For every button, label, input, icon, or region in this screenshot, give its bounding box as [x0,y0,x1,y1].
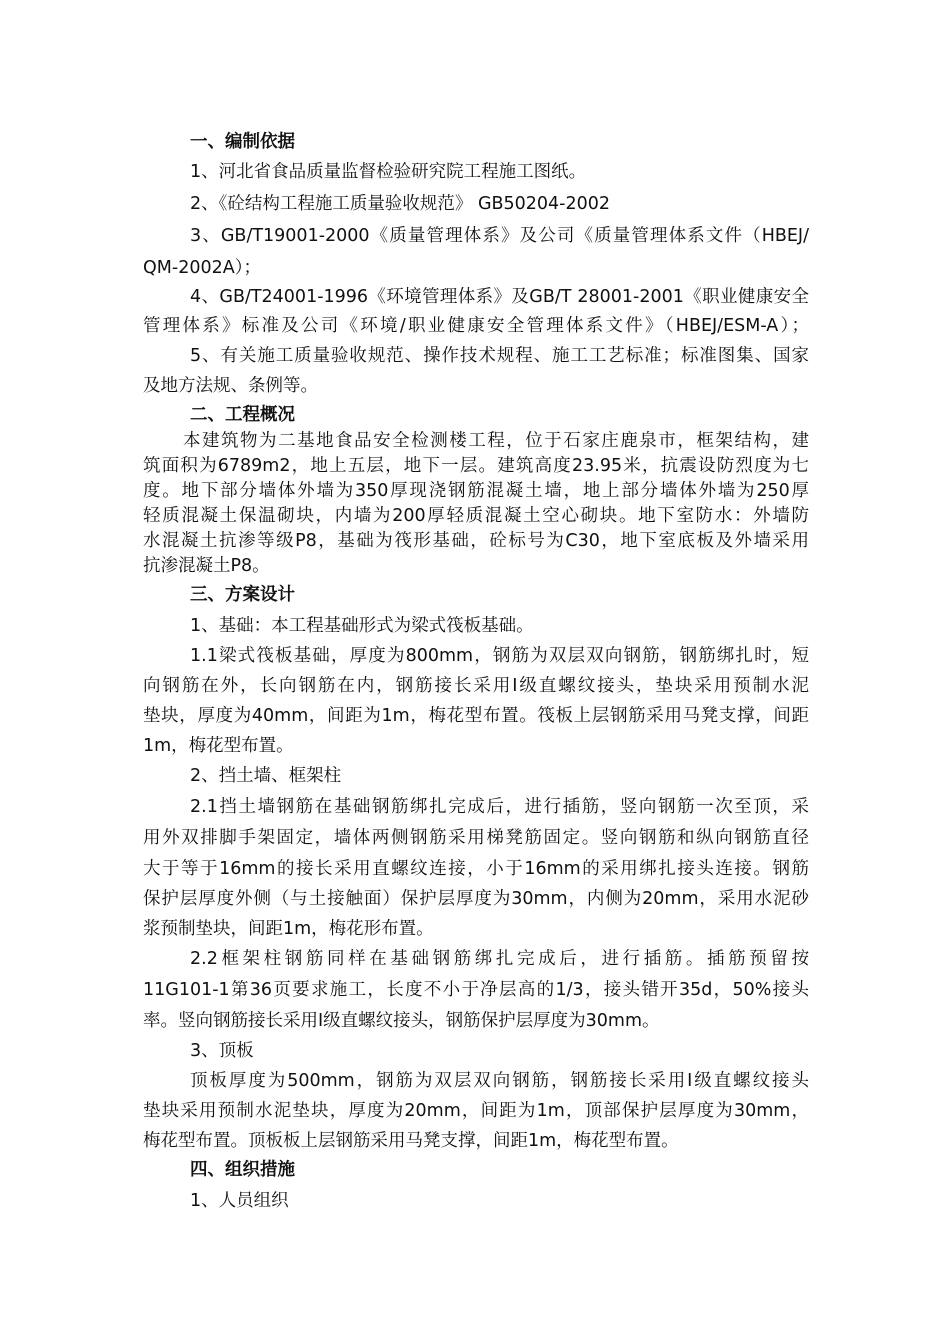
overview-line: 抗渗混凝土P8。 [143,556,270,576]
overview-line: 水混凝土抗渗等级P8，基础为筏形基础，砼标号为C30，地下室底板及外墙采用 [143,531,809,551]
basis-item-line: 及地方法规、条例等。 [143,376,318,396]
paragraph-line: 2.1挡土墙钢筋在基础钢筋绑扎完成后，进行插筋，竖向钢筋一次至顶，采 [190,797,809,817]
paragraph-line: 垫块采用预制水泥垫块，厚度为20mm，间距为1m，顶部保护层厚度为30mm， [143,1101,809,1121]
paragraph-line: 大于等于16mm的接长采用直螺纹连接，小于16mm的采用绑扎接头连接。钢筋 [143,859,809,879]
basis-item-line: 5、有关施工质量验收规范、操作技术规程、施工工艺标准；标准图集、国家 [190,346,809,366]
overview-line: 筑面积为6789m2，地上五层，地下一层。建筑高度23.95米，抗震设防烈度为七 [143,456,809,476]
subsection-title: 3、顶板 [190,1041,254,1061]
overview-line: 本建筑物为二基地食品安全检测楼工程，位于石家庄鹿泉市，框架结构，建 [183,431,809,451]
paragraph-line: 1m，梅花型布置。 [143,736,294,756]
paragraph-line: 1.1梁式筏板基础，厚度为800mm，钢筋为双层双向钢筋，钢筋绑扎时，短 [190,646,809,666]
basis-item: 1、河北省食品质量监督检验研究院工程施工图纸。 [190,162,587,182]
paragraph-line: 浆预制垫块，间距1m，梅花形布置。 [143,919,434,939]
paragraph-line: 率。竖向钢筋接长采用Ⅰ级直螺纹接头，钢筋保护层厚度为30mm。 [143,1011,660,1031]
paragraph-line: 用外双排脚手架固定，墙体两侧钢筋采用梯凳筋固定。竖向钢筋和纵向钢筋直径 [143,828,809,848]
paragraph-line: 2.2框架柱钢筋同样在基础钢筋绑扎完成后，进行插筋。插筋预留按 [190,949,809,969]
section-heading: 三、方案设计 [190,585,295,605]
section-heading: 二、工程概况 [190,405,295,425]
paragraph-line: 顶板厚度为500mm，钢筋为双层双向钢筋，钢筋接长采用Ⅰ级直螺纹接头 [190,1071,809,1091]
basis-item-line: 3、GB/T19001-2000《质量管理体系》及公司《质量管理体系文件（HBEJ/ [190,226,809,246]
paragraph-line: 向钢筋在外，长向钢筋在内，钢筋接长采用Ⅰ级直螺纹接头，垫块采用预制水泥 [143,676,809,696]
subsection-title: 1、基础：本工程基础形式为梁式筏板基础。 [190,616,534,636]
section-heading: 四、组织措施 [190,1160,295,1180]
basis-item-line: 4、GB/T24001-1996《环境管理体系》及GB/T 28001-2001《职业健康安全 [190,287,809,307]
paragraph-line: 梅花型布置。顶板板上层钢筋采用马凳支撑，间距1m，梅花型布置。 [143,1131,679,1151]
basis-item-line: QM-2002A）； [143,258,261,278]
paragraph-line: 垫块，厚度为40mm，间距为1m，梅花型布置。筏板上层钢筋采用马凳支撑，间距 [143,706,809,726]
basis-item-line: 管理体系》标准及公司《环境/职业健康安全管理体系文件》（HBEJ/ESM-A）； [143,316,809,336]
paragraph-line: 保护层厚度外侧（与土接触面）保护层厚度为30mm，内侧为20mm，采用水泥砂 [143,889,809,909]
basis-item: 2、《砼结构工程施工质量验收规范》 GB50204-2002 [190,194,611,214]
overview-line: 度。地下部分墙体外墙为350厚现浇钢筋混凝土墙，地上部分墙体外墙为250厚 [143,481,809,501]
subsection-title: 1、人员组织 [190,1191,289,1211]
paragraph-line: 11G101-1第36页要求施工，长度不小于净层高的1/3，接头错开35d，50%接头 [143,980,809,1000]
section-heading: 一、编制依据 [190,132,295,152]
overview-line: 轻质混凝土保温砌块，内墙为200厚轻质混凝土空心砌块。地下室防水：外墙防 [143,506,809,526]
subsection-title: 2、挡土墙、框架柱 [190,766,342,786]
